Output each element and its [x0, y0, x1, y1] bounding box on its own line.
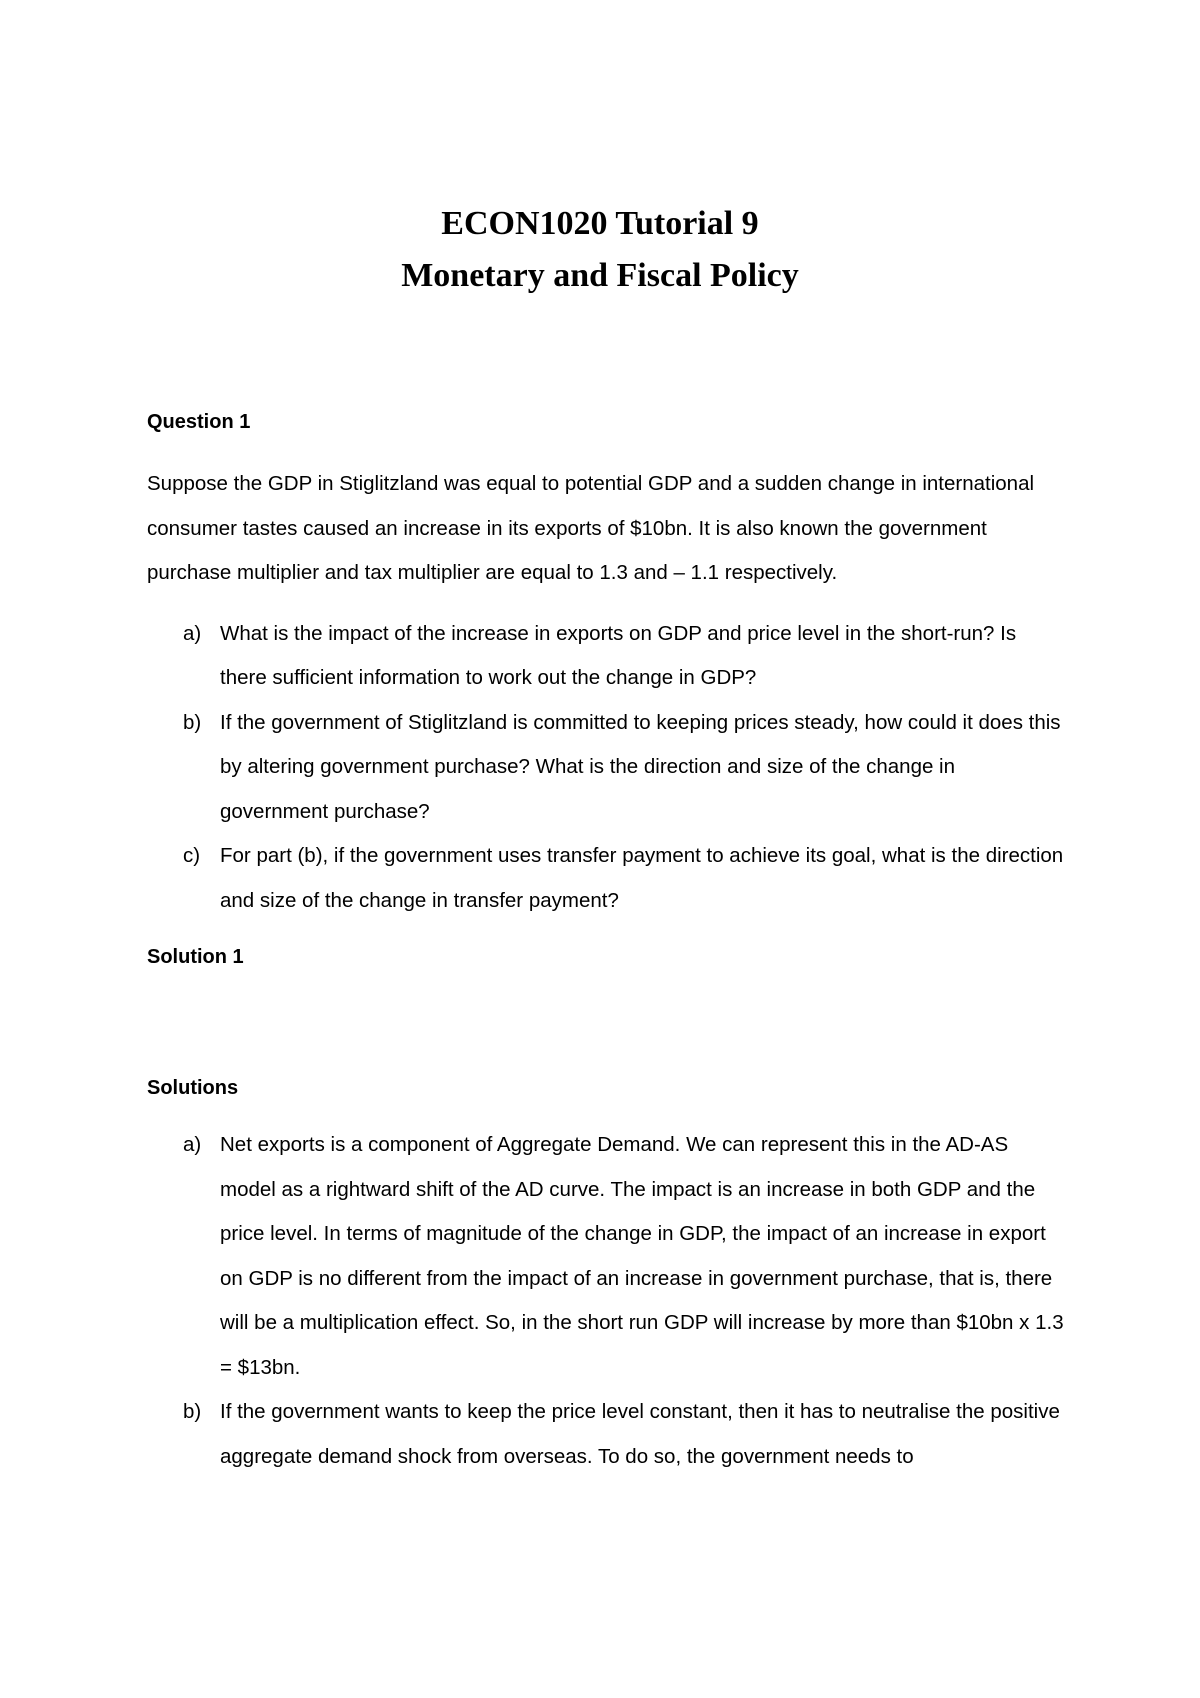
solutions-parts	[147, 1123, 1067, 1479]
document-subtitle: Monetary and Fiscal Policy	[401, 257, 799, 294]
solution-1-heading: Solution 1	[147, 946, 244, 968]
solutions-heading: Solutions	[147, 1077, 239, 1099]
list-marker: a)	[183, 621, 202, 645]
document-body	[147, 408, 1067, 1479]
list-text: For part (b), if the government uses transfer payment to achieve its goal, what is the direction and size of the change in transfer payment?	[220, 844, 1064, 912]
question-part-b	[147, 701, 1067, 835]
list-marker: c)	[183, 844, 201, 867]
list-text: If the government of Stiglitzland is committed to keeping prices steady, how could it does this by altering government purchase? What is the direction and size of the change in government purchase?	[220, 710, 1061, 823]
question-1-parts	[147, 612, 1067, 924]
question-1-heading: Question 1	[147, 411, 251, 433]
solution-part-a	[147, 1123, 1067, 1390]
question-1-body: Suppose the GDP in Stiglitzland was equal to potential GDP and a sudden change in international consumer tastes caused an increase in its exports of $10bn. It is also known the government purchase multiplier and tax multiplier are equal to 1.3 and – 1.1 respectively.	[147, 472, 1035, 584]
list-marker: a)	[183, 1133, 202, 1156]
list-marker: b)	[183, 710, 202, 734]
list-marker: b)	[183, 1400, 202, 1423]
question-part-a	[147, 612, 1067, 701]
title-block	[0, 198, 1200, 302]
list-text: What is the impact of the increase in exports on GDP and price level in the short-run? Is there sufficient information to work out the change in GDP?	[220, 621, 1017, 689]
list-text: If the government wants to keep the price level constant, then it has to neutralise the positive aggregate demand shock from overseas. To do so, the government needs to	[220, 1400, 1060, 1468]
list-text: Net exports is a component of Aggregate Demand. We can represent this in the AD-AS model as a rightward shift of the AD curve. The impact is an increase in both GDP and the price level. In terms of magnitude of the change in GDP, the impact of an increase in export on GDP is no different from the impact of an increase in government purchase, that is, there will be a multiplication effect. So, in the short run GDP will increase by more than $10bn x 1.3 = $13bn.	[220, 1133, 1064, 1379]
document-title: ECON1020 Tutorial 9	[441, 205, 759, 242]
solution-part-b	[147, 1390, 1067, 1479]
question-part-c	[147, 834, 1067, 923]
